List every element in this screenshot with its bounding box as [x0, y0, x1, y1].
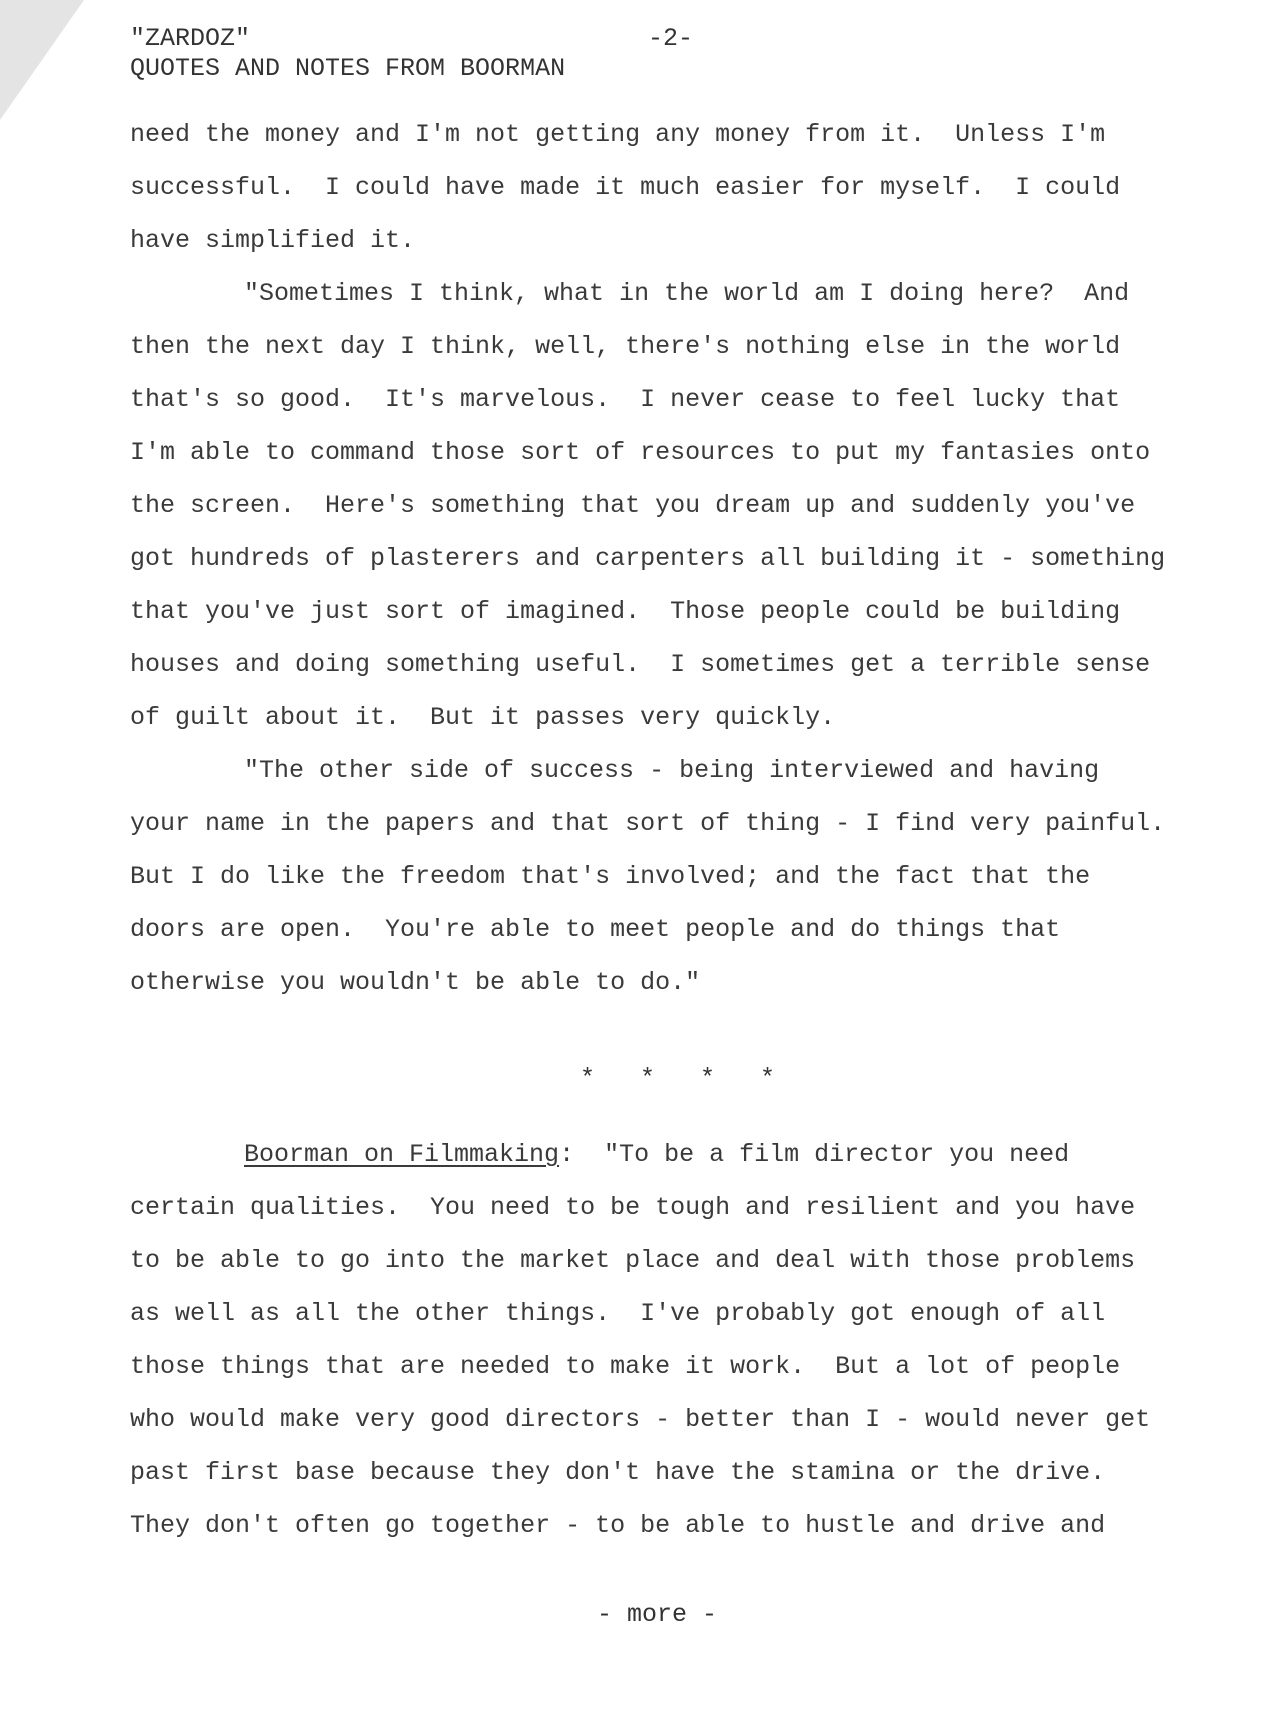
body-line: got hundreds of plasterers and carpenters all building it - something	[130, 544, 1166, 573]
header-subtitle: QUOTES AND NOTES FROM BOORMAN	[130, 54, 566, 83]
body-line: otherwise you wouldn't be able to do."	[130, 968, 701, 997]
body-line: that's so good. It's marvelous. I never cease to feel lucky that	[130, 385, 1121, 414]
header-title: "ZARDOZ"	[130, 24, 251, 53]
body-line: to be able to go into the market place and deal with those problems	[130, 1246, 1136, 1275]
section-first-line-rest: : "To be a film director you need	[559, 1140, 1070, 1169]
body-line: They don't often go together - to be able to hustle and drive and	[130, 1511, 1106, 1540]
body-line: I'm able to command those sort of resources to put my fantasies onto	[130, 438, 1151, 467]
page-number: -2-	[648, 24, 694, 53]
body-line: "Sometimes I think, what in the world am I doing here? And	[244, 279, 1130, 308]
body-line: that you've just sort of imagined. Those people could be building	[130, 597, 1121, 626]
section-separator: * * * *	[580, 1064, 776, 1093]
section-heading: Boorman on Filmmaking	[244, 1140, 560, 1169]
body-line: houses and doing something useful. I sometimes get a terrible sense	[130, 650, 1151, 679]
body-line: But I do like the freedom that's involved; and the fact that the	[130, 862, 1091, 891]
body-line: need the money and I'm not getting any money from it. Unless I'm	[130, 120, 1106, 149]
body-line: successful. I could have made it much easier for myself. I could	[130, 173, 1121, 202]
body-line: as well as all the other things. I've probably got enough of all	[130, 1299, 1106, 1328]
body-line: your name in the papers and that sort of thing - I find very painful.	[130, 809, 1166, 838]
body-line: who would make very good directors - better than I - would never get	[130, 1405, 1151, 1434]
body-line: the screen. Here's something that you dream up and suddenly you've	[130, 491, 1136, 520]
section-first-line	[244, 1138, 1069, 1172]
body-line: then the next day I think, well, there's nothing else in the world	[130, 332, 1121, 361]
body-line: of guilt about it. But it passes very quickly.	[130, 703, 836, 732]
body-line: have simplified it.	[130, 226, 416, 255]
body-line: doors are open. You're able to meet people and do things that	[130, 915, 1061, 944]
footer-more: - more -	[597, 1600, 718, 1629]
body-line: past first base because they don't have the stamina or the drive.	[130, 1458, 1106, 1487]
body-line: certain qualities. You need to be tough and resilient and you have	[130, 1193, 1136, 1222]
body-line: those things that are needed to make it work. But a lot of people	[130, 1352, 1121, 1381]
body-line: "The other side of success - being interviewed and having	[244, 756, 1100, 785]
